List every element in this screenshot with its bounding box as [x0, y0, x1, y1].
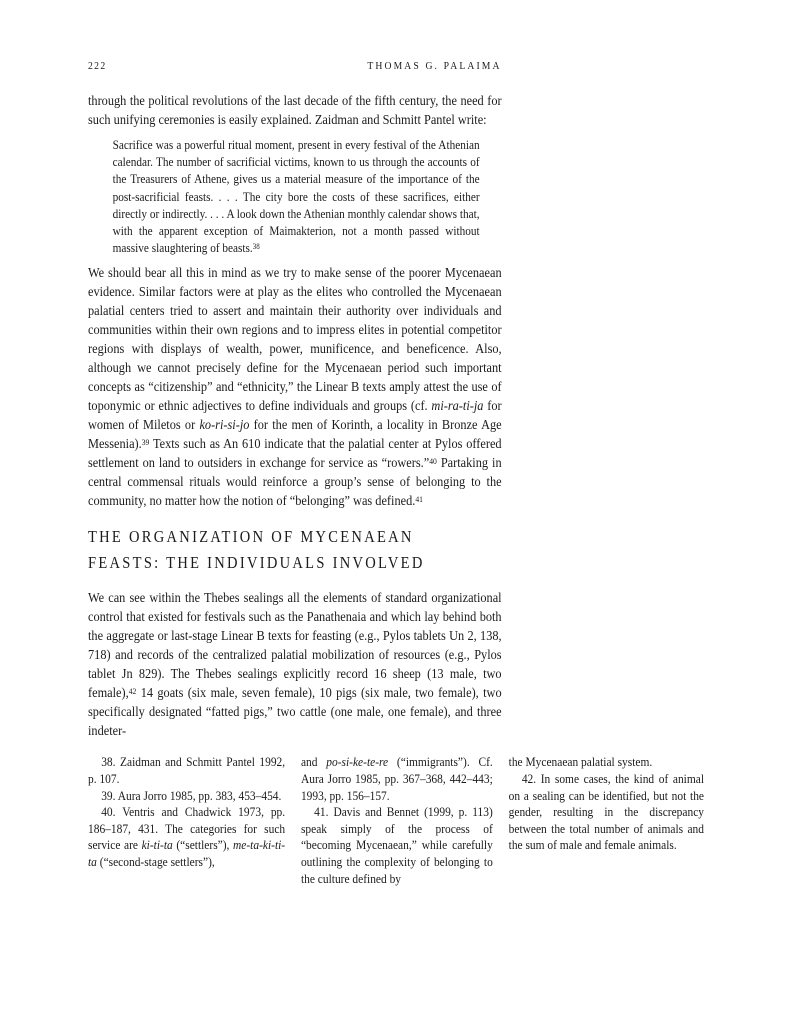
footnote-42: 42. In some cases, the kind of animal on a sealing can be identified, but not the gender, resulting in the discrepancy between the total number of animals and the sum of male and female animals. — [508, 771, 704, 853]
footnote-ref: 38 — [252, 241, 260, 251]
section-heading — [88, 524, 502, 575]
block-quote: Sacrifice was a powerful ritual moment, present in every festival of the Athenian calendar. The number of sacrificial victims, known to us through the accounts of the Treasurers of Athene, gives us a material measure of the importance of the post-sacrificial feasts. . . . The city bore the costs of these sacrifices, either directly or indirectly. . . . A look down the Athenian monthly calendar shows that, with the apparent exception of Maimakterion, not a month passed without massive slaughtering of beasts.$^{38}$ — [112, 138, 480, 256]
paragraph-thebes-sealings: We can see within the Thebes sealings all the elements of standard organizational control that existed for festivals such as the Panathenaia and which lay behind both the aggregate or last-stage Linear B texts for feasting (e.g., Pylos tablets Un 2, 138, 718) and records of the centralized palatial mobilization of resources (e.g., Pylos tablet Jn 829). The Thebes sealings explicitly record 16 sheep (13 male, two female),$^{42}$ 14 goats (six male, seven female), 10 pigs (six male, two female), two specifically designated “fatted pigs,” two cattle (one male, one female), and three indeter- — [88, 591, 502, 740]
section-heading-line2: FEASTS: THE INDIVIDUALS INVOLVED — [88, 552, 425, 572]
footnotes-section — [88, 754, 704, 887]
intro-paragraph: through the political revolutions of the last decade of the fifth century, the need for such unifying ceremonies is easily explained. Zaidman and Schmitt Pantel write: — [88, 94, 502, 128]
footnote-column-3 — [509, 754, 704, 887]
section-heading-line1: THE ORGANIZATION OF MYCENAEAN — [88, 527, 414, 547]
footnote-39: 39. Aura Jorro 1985, pp. 383, 453–454. — [101, 787, 282, 803]
italic-term: po-si-ke-te-re — [326, 754, 389, 770]
footnote-41: 41. Davis and Bennet (1999, p. 113) speak simply of the process of “becoming Mycenaean,” while carefully outlining the complexity of belonging to the culture defined by — [300, 804, 493, 886]
footnote-40-continued: and po-si-ke-te-re (“immigrants”). Cf. Aura Jorro 1985, pp. 367–368, 442–443; 1993, pp. 156–157. — [300, 754, 493, 803]
italic-term: ki-ti-ta — [141, 837, 173, 853]
page-content — [88, 60, 704, 887]
page-number: 222 — [88, 60, 107, 72]
italic-term: mi-ra-ti-ja — [431, 399, 484, 415]
footnote-38: 38. Zaidman and Schmitt Pantel 1992, p. 107. — [88, 754, 286, 787]
italic-term: me-ta-ki-ti-ta — [88, 837, 286, 869]
footnote-column-2 — [301, 754, 493, 887]
footnote-ref: 39 — [141, 436, 150, 447]
running-head: THOMAS G. PALAIMA — [367, 60, 502, 72]
footnote-ref: 40 — [429, 455, 437, 466]
paragraph-mycenaean-evidence: We should bear all this in mind as we try to make sense of the poorer Mycenaean evidence. Similar factors were at play as the elites who controlled the Mycenaean palatial centers tried to assert and maintain their authority over individuals and communities within their own regions and to impress elites in potential competitor regions with displays of wealth, power, munificence, and beneficence. Also, although we cannot precisely define for the Mycenaean period such important concepts as “citizenship” and “ethnicity,” the Linear B texts amply attest the use of toponymic or ethnic adjectives to define individuals and groups (cf. mi-ra-ti-ja for women of Miletos or ko-ri-si-jo for the men of Korinth, a locality in Bronze Age Messenia).$^{39}$ Texts such as An 610 indicate that the palatial center at Pylos offered settlement on land to outsiders in exchange for service as “rowers.”$^{40}$ Partaking in central commensal rituals would reinforce a group’s sense of belonging to the community, no matter how the notion of “belonging” was defined.$^{41}$ — [88, 266, 502, 510]
page-header — [88, 60, 502, 72]
footnote-column-1 — [88, 754, 285, 887]
footnote-ref: 41 — [415, 493, 423, 504]
footnote-40: 40. Ventris and Chadwick 1973, pp. 186–187, 431. The categories for such service are ki-ti-ta (“settlers”), me-ta-ki-ti-ta (“second-stage settlers”), — [88, 804, 286, 869]
footnote-ref: 42 — [128, 685, 137, 696]
italic-term: ko-ri-si-jo — [199, 418, 250, 434]
footnote-41-continued: the Mycenaean palatial system. — [508, 754, 653, 770]
